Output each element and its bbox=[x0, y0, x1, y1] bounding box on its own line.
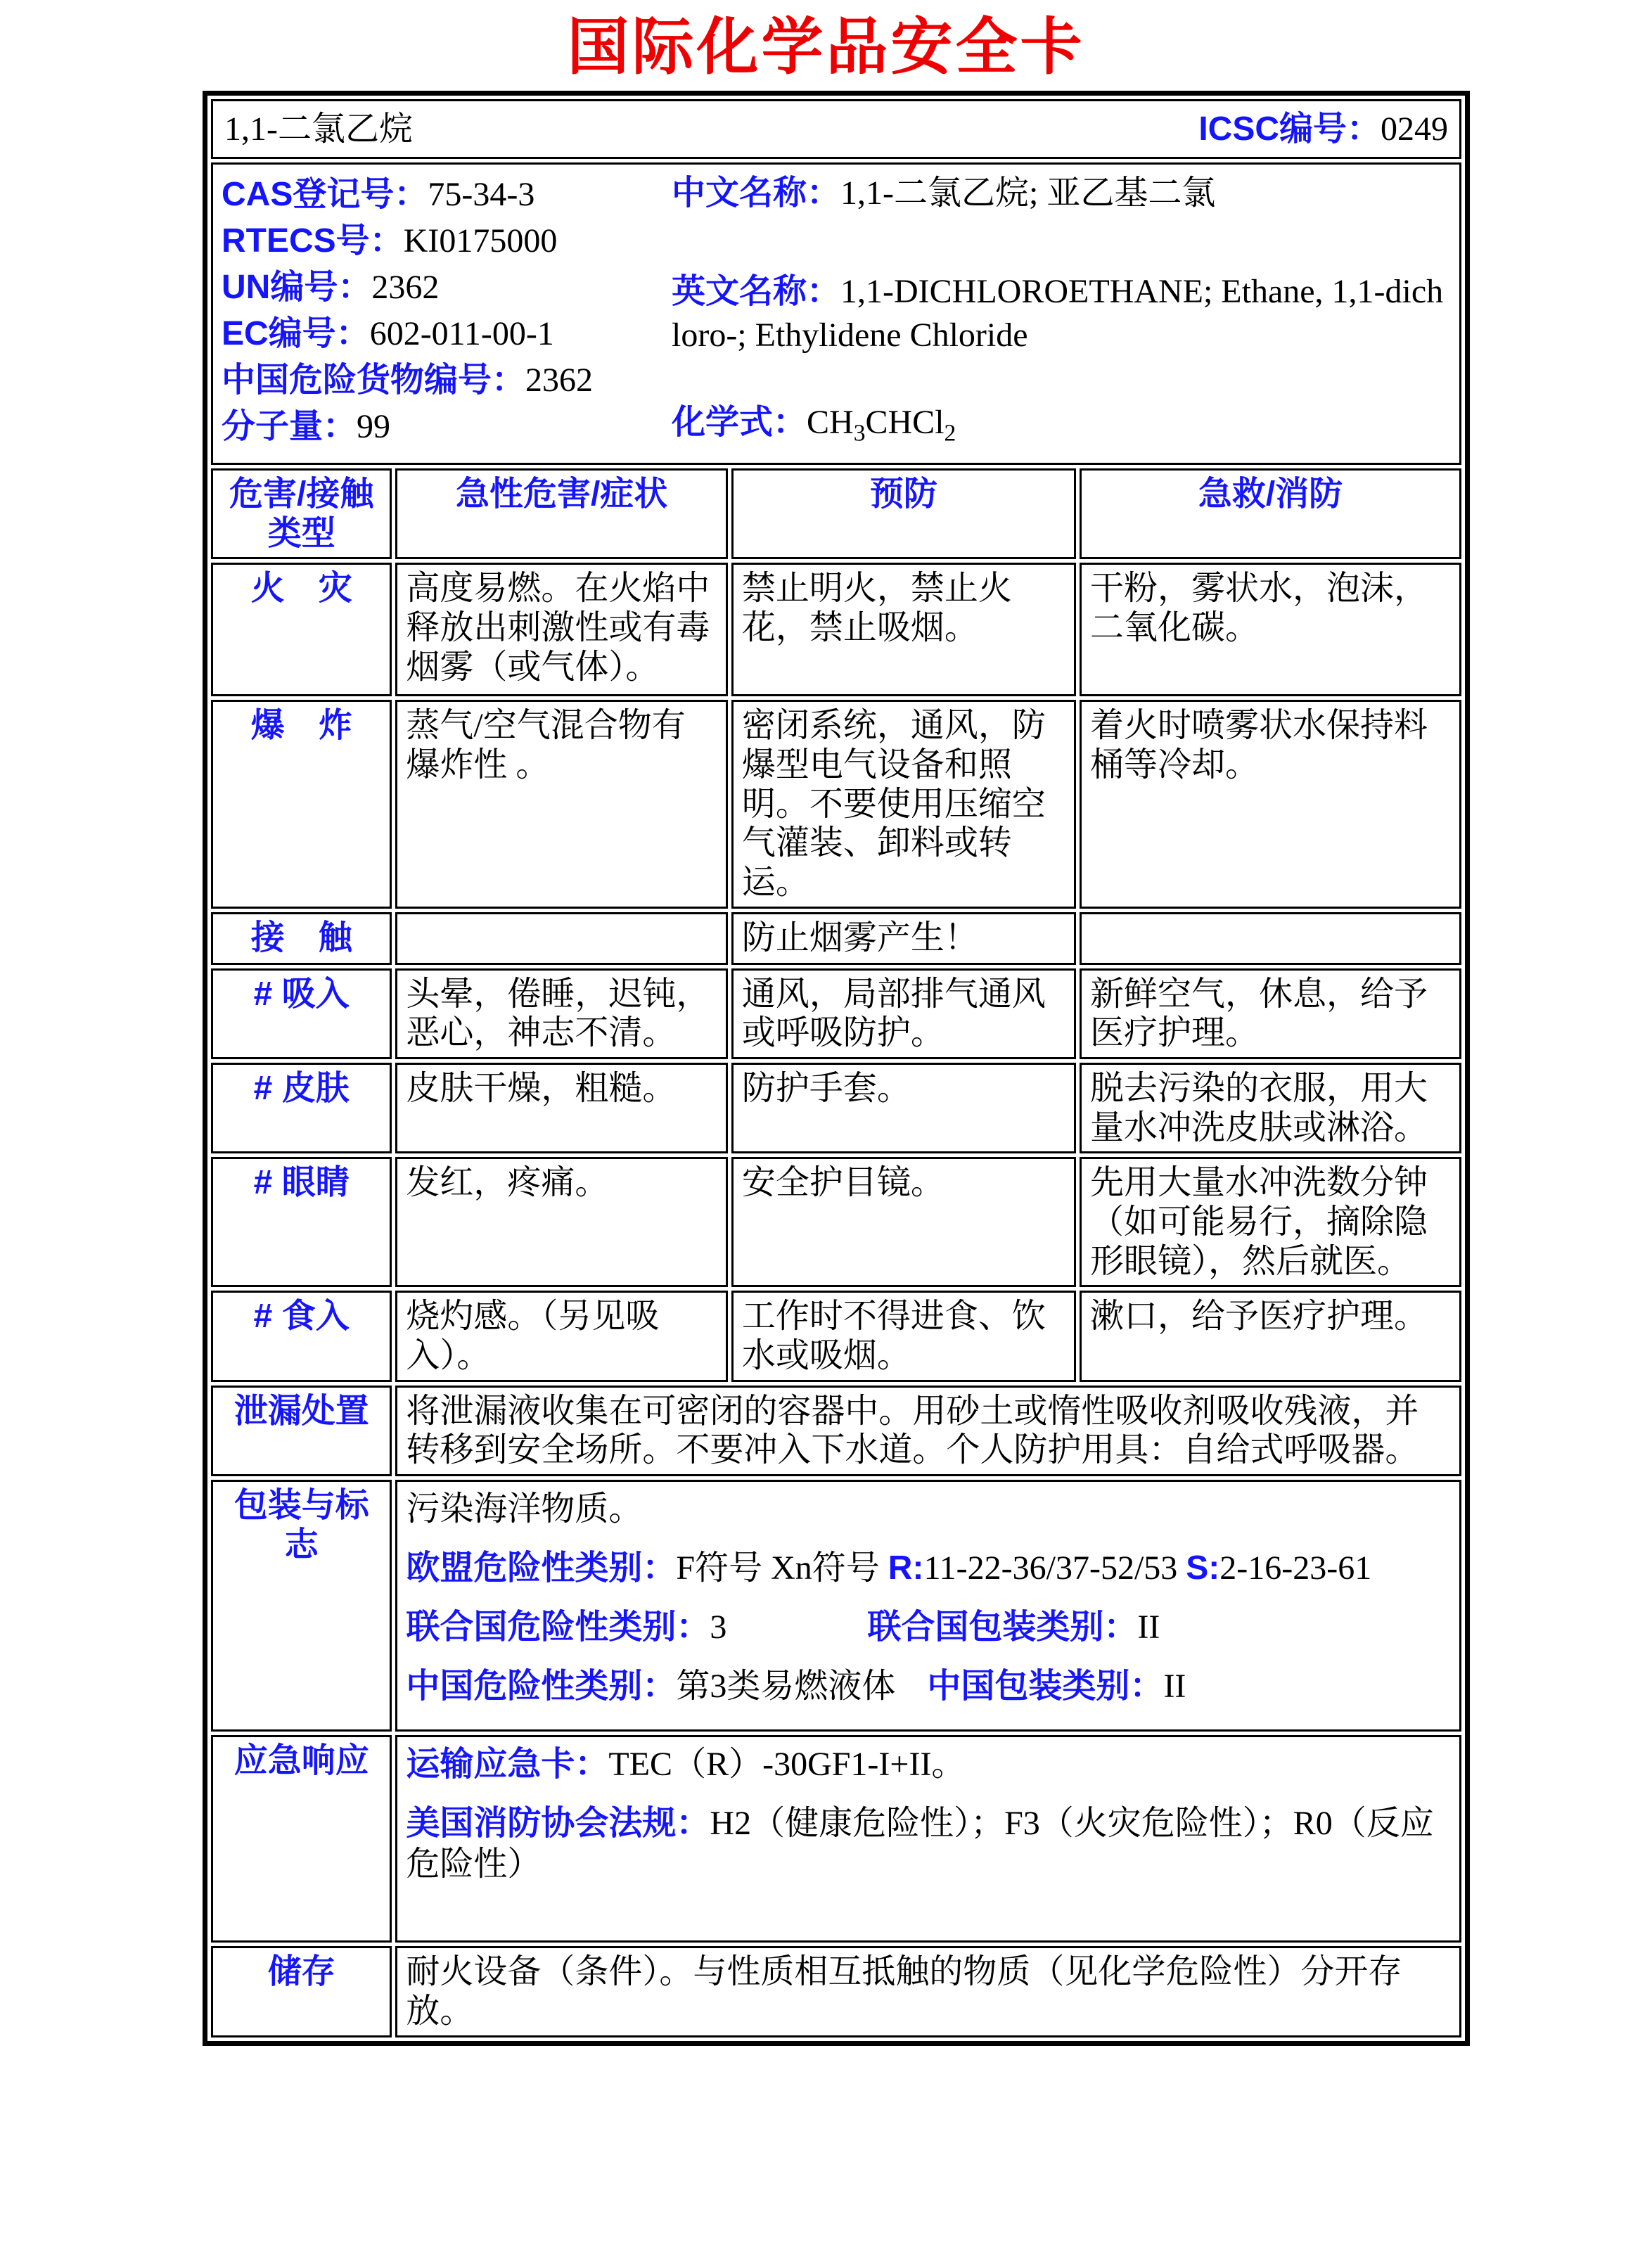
names-block bbox=[672, 172, 1451, 456]
un-number-line: UN编号：2362 bbox=[222, 269, 440, 307]
header-firstaid: 急救/消防 bbox=[1080, 468, 1461, 559]
emergency-response-row bbox=[211, 1735, 1461, 1943]
hazard-row-fire bbox=[211, 563, 1461, 696]
name-row bbox=[211, 99, 1461, 160]
icsc-label: ICSC编号： bbox=[1198, 110, 1381, 148]
page-title: 国际化学品安全卡 bbox=[567, 10, 1085, 83]
skin-prevention: 防护手套。 bbox=[731, 1063, 1076, 1153]
hazard-row-eyes bbox=[211, 1157, 1461, 1287]
row-label: 储存 bbox=[211, 1946, 392, 2037]
emergency-content bbox=[395, 1735, 1461, 1943]
icsc-number-block bbox=[1198, 110, 1448, 149]
registry-numbers bbox=[222, 172, 672, 456]
header-prevention: 预防 bbox=[731, 468, 1076, 559]
eu-classification-line: 欧盟危险性类别：F符号 Xn符号 R:11-22-36/37-52/53 S:2-16-23-61 bbox=[406, 1549, 1372, 1587]
packaging-labelling-row bbox=[211, 1480, 1461, 1732]
packaging-content bbox=[395, 1480, 1461, 1732]
contact-response bbox=[1080, 912, 1461, 965]
explosion-prevention: 密闭系统，通风，防爆型电气设备和照明。不要使用压缩空气灌装、卸料或转运。 bbox=[731, 700, 1076, 908]
row-label: # 皮肤 bbox=[211, 1063, 392, 1153]
eyes-response: 先用大量水冲洗数分钟（如可能易行，摘除隐形眼镜），然后就医。 bbox=[1080, 1157, 1461, 1287]
ingestion-prevention: 工作时不得进食、饮水或吸烟。 bbox=[731, 1291, 1076, 1381]
hazard-row-explosion bbox=[211, 700, 1461, 908]
english-name-line: 英文名称：1,1-DICHLOROETHANE; Ethane, 1,1-dichloro-; Ethylidene Chloride bbox=[672, 273, 1444, 354]
icsc-value: 0249 bbox=[1381, 110, 1448, 148]
cas-number-line: CAS登记号：75-34-3 bbox=[222, 176, 535, 214]
inhalation-prevention: 通风，局部排气通风或呼吸防护。 bbox=[731, 968, 1076, 1059]
contact-prevention: 防止烟雾产生！ bbox=[731, 912, 1076, 965]
chinese-name-line: 中文名称：1,1-二氯乙烷; 亚乙基二氯 bbox=[672, 174, 1216, 212]
transport-emergency-card-line: 运输应急卡：TEC（R）-30GF1-I+II。 bbox=[406, 1746, 966, 1784]
china-dg-number-line: 中国危险货物编号：2362 bbox=[222, 362, 594, 399]
ingestion-symptoms: 烧灼感。（另见吸入）。 bbox=[395, 1291, 727, 1381]
row-label: # 眼睛 bbox=[211, 1157, 392, 1287]
fire-prevention: 禁止明火，禁止火花，禁止吸烟。 bbox=[731, 563, 1076, 696]
hazard-row-skin bbox=[211, 1063, 1461, 1153]
nfpa-code-line: 美国消防协会法规：H2（健康危险性）；F3（火灾危险性）；R0（反应危险性） bbox=[406, 1805, 1434, 1883]
un-classification-line: 联合国危险性类别：3 联合国包装类别：II bbox=[406, 1608, 1160, 1646]
hazard-row-ingestion bbox=[211, 1291, 1461, 1381]
ingestion-response: 漱口，给予医疗护理。 bbox=[1080, 1291, 1461, 1381]
row-label: 爆 炸 bbox=[211, 700, 392, 908]
table-header-row bbox=[211, 468, 1461, 559]
spill-disposal-text: 将泄漏液收集在可密闭的容器中。用砂土或惰性吸收剂吸收残液，并转移到安全场所。不要冲入下水道。个人防护用具：自给式呼吸器。 bbox=[395, 1386, 1461, 1476]
skin-response: 脱去污染的衣服，用大量水冲洗皮肤或淋浴。 bbox=[1080, 1063, 1461, 1153]
fire-response: 干粉，雾状水，泡沫，二氧化碳。 bbox=[1080, 563, 1461, 696]
identifiers-row bbox=[211, 162, 1461, 465]
row-label: 接 触 bbox=[211, 912, 392, 965]
row-label: # 食入 bbox=[211, 1291, 392, 1381]
header-hazard-type: 危害/接触类型 bbox=[211, 468, 392, 559]
skin-symptoms: 皮肤干燥，粗糙。 bbox=[395, 1063, 727, 1153]
row-label: 火 灾 bbox=[211, 563, 392, 696]
hazard-row-contact bbox=[211, 912, 1461, 965]
rtecs-number-line: RTECS号：KI0175000 bbox=[222, 222, 558, 260]
inhalation-symptoms: 头晕，倦睡，迟钝，恶心，神志不清。 bbox=[395, 968, 727, 1059]
row-label: 应急响应 bbox=[211, 1735, 392, 1943]
row-label: 泄漏处置 bbox=[211, 1386, 392, 1476]
row-label: 包装与标志 bbox=[211, 1480, 392, 1732]
row-label: # 吸入 bbox=[211, 968, 392, 1059]
spill-disposal-row bbox=[211, 1386, 1461, 1476]
explosion-response: 着火时喷雾状水保持料桶等冷却。 bbox=[1080, 700, 1461, 908]
marine-pollutant-line: 污染海洋物质。 bbox=[406, 1490, 643, 1528]
header-symptoms: 急性危害/症状 bbox=[395, 468, 727, 559]
molecular-weight-line: 分子量：99 bbox=[222, 408, 391, 446]
inhalation-response: 新鲜空气，休息，给予医疗护理。 bbox=[1080, 968, 1461, 1059]
storage-row bbox=[211, 1946, 1461, 2037]
explosion-symptoms: 蒸气/空气混合物有爆炸性 。 bbox=[395, 700, 727, 908]
safety-card-table bbox=[207, 96, 1465, 2041]
eyes-prevention: 安全护目镜。 bbox=[731, 1157, 1076, 1287]
fire-symptoms: 高度易燃。在火焰中释放出刺激性或有毒烟雾（或气体）。 bbox=[395, 563, 727, 696]
chemical-formula-line: 化学式：$CH_3CHCl_2$ bbox=[672, 404, 956, 447]
china-classification-line: 中国危险性类别：第3类易燃液体 中国包装类别：II bbox=[406, 1668, 1186, 1706]
safety-card bbox=[203, 91, 1470, 2046]
ec-number-line: EC编号：602-011-00-1 bbox=[222, 315, 554, 353]
chemical-formula: $CH_3CHCl_2$ bbox=[807, 404, 956, 447]
eyes-symptoms: 发红，疼痛。 bbox=[395, 1157, 727, 1287]
hazard-row-inhalation bbox=[211, 968, 1461, 1059]
storage-text: 耐火设备（条件）。与性质相互抵触的物质（见化学危险性）分开存放。 bbox=[395, 1946, 1461, 2037]
contact-symptoms bbox=[395, 912, 727, 965]
chemical-name: 1,1-二氯乙烷 bbox=[224, 110, 413, 148]
